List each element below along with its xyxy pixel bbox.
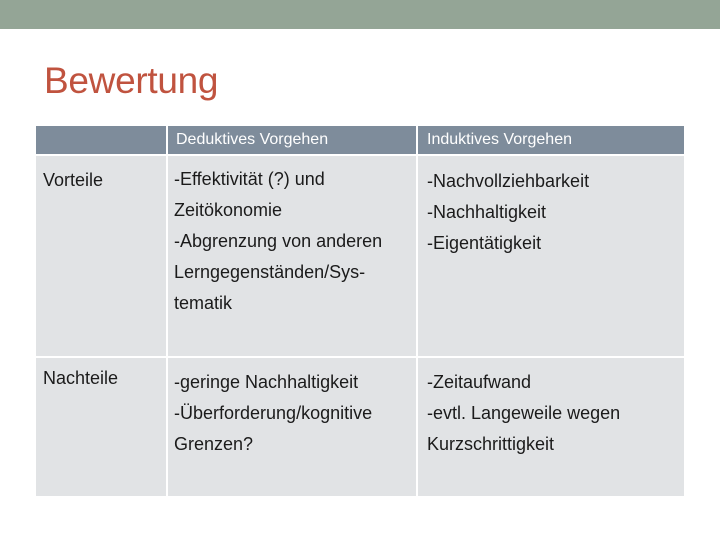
slide-title: Bewertung (44, 60, 219, 101)
cell-line: Kurzschrittigkeit (427, 434, 555, 454)
cell-vorteile-deduktiv (167, 155, 417, 357)
table-row-vorteile (36, 155, 684, 357)
header-deduktiv: Deduktives Vorgehen (167, 126, 417, 155)
cell-line: -Abgrenzung von anderen (174, 231, 383, 251)
cell-line: Grenzen? (174, 434, 254, 454)
cell-nachteile-induktiv (417, 357, 684, 496)
cell-line: -evtl. Langeweile wegen (427, 403, 621, 423)
table-row-nachteile (36, 357, 684, 496)
cell-line: Zeitökonomie (174, 200, 283, 220)
cell-line: Lerngegenständen/Sys- (174, 262, 366, 282)
cell-nachteile-deduktiv (167, 357, 417, 496)
cell-line: -geringe Nachhaltigkeit (174, 372, 359, 392)
row-label-nachteile: Nachteile (36, 357, 167, 496)
header-empty-cell (36, 126, 167, 155)
header-induktiv: Induktives Vorgehen (417, 126, 684, 155)
cell-vorteile-induktiv (417, 155, 684, 357)
table-header-row (36, 126, 684, 155)
cell-line: -Zeitaufwand (427, 372, 532, 392)
cell-line: -Nachhaltigkeit (427, 202, 547, 222)
cell-line: -Nachvollziehbarkeit (427, 171, 590, 191)
cell-line: -Eigentätigkeit (427, 233, 542, 253)
top-accent-bar (0, 0, 720, 29)
cell-line: -Überforderung/kognitive (174, 403, 373, 423)
cell-line: -Effektivität (?) und (174, 169, 325, 189)
cell-line: tematik (174, 293, 233, 313)
row-label-vorteile: Vorteile (36, 155, 167, 357)
comparison-table (36, 126, 684, 496)
